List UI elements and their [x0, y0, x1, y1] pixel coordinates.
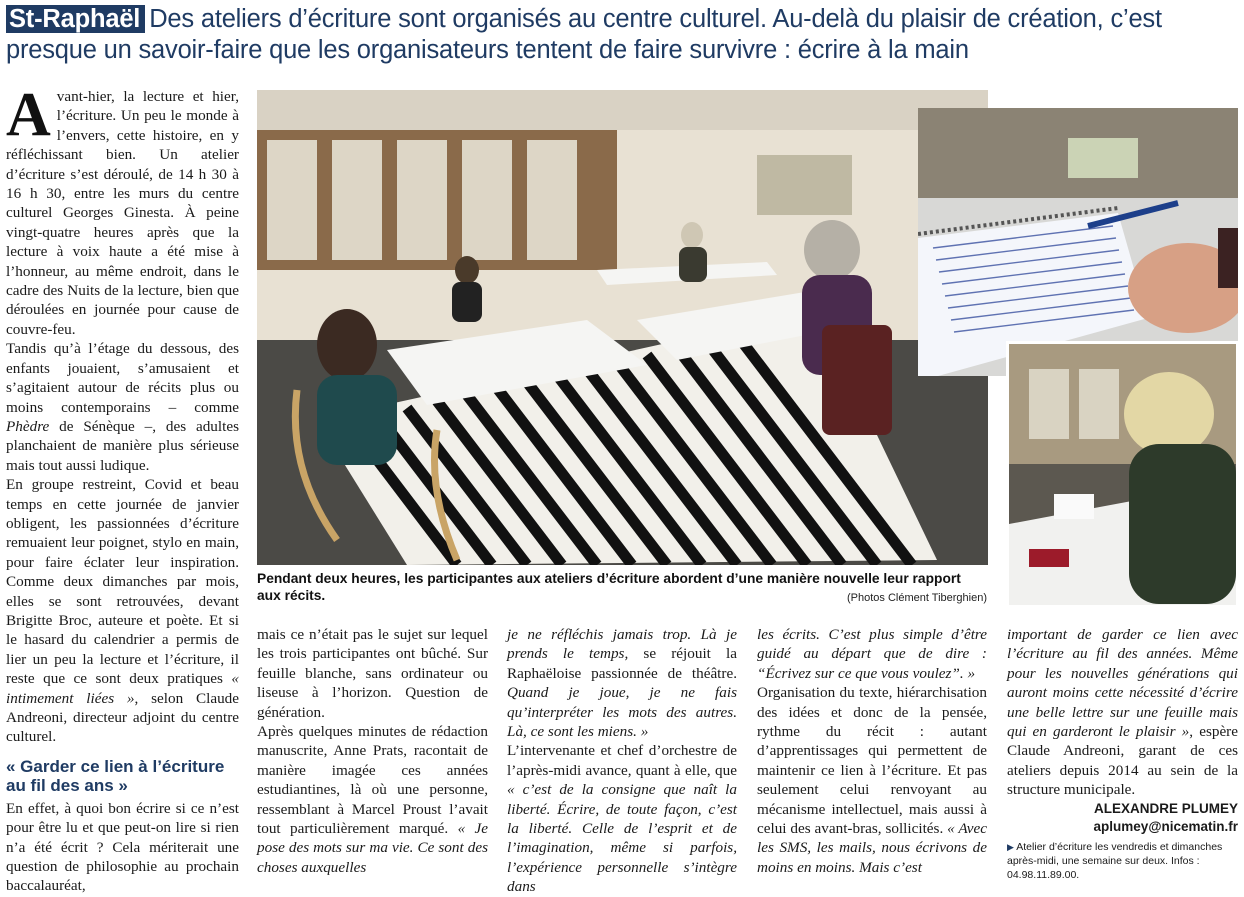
article-column-2 — [257, 625, 488, 877]
town-kicker: St-Raphaël — [6, 5, 145, 33]
headline-title: Des ateliers d’écriture sont organisés au centre culturel. Au-delà du plaisir de création, c’est presque un savoir-faire que les organisateurs tentent de faire survivre : écrire à la main — [6, 5, 1162, 64]
article-column-1 — [6, 81, 239, 896]
headline — [6, 4, 1240, 66]
workshop-room-photo — [257, 90, 988, 565]
paragraph: les écrits. C’est plus simple d’être guidé au départ que de dire : “Écrivez sur ce que vous voulez”. » — [757, 626, 987, 682]
article-column-3 — [507, 625, 737, 897]
paragraph: Tandis qu’à l’étage du dessous, des enfants jouaient, s’amusaient et s’agitaient autour de récits plus ou moins contemporains – comme Phèdre de Sénèque –, des adultes planchaient de manière plus sérieuse mais tout aussi ludique. — [6, 340, 239, 474]
article-column-4 — [757, 625, 987, 877]
paragraph: mais ce n’était pas le sujet sur lequel les trois participantes ont bûché. Sur feuille blanche, sans ordinateur ou liseuse à l’horizon. Question de génération. — [257, 626, 488, 721]
paragraph: En groupe restreint, Covid et beau temps en cette journée de janvier obligent, les passionnées d’écriture remuaient leur poignet, stylo en main, pour faire éclater leur inspiration. Comme deux dimanches par mois, elles se sont retrouvées, devant Brigitte Broc, auteure et poète. Et si le hasard du calendrier a permis de lier un peu la lecture et l’écriture, il reste que ce sont deux pratiques « intimement liées », selon Claude Andreoni, directeur adjoint du centre culturel. — [6, 476, 239, 746]
paragraph: important de garder ce lien avec l’écriture au fil des années. Même pour les nouvelles générations qui auront moins cette nécessité d’écrire une belle lettre sur une feuille mais qui en garderont le plaisir », espère Claude Andreoni, garant de ces ateliers depuis 2014 au sein de la structure municipale. — [1007, 626, 1238, 799]
paragraph: En effet, à quoi bon écrire si ce n’est pour être lu et que peut-on lire si rien n’a été écrit ? Cela mériterait une question de philosophie au prochain baccalauréat, — [6, 799, 239, 895]
subheading: « Garder ce lien à l’écriture au fil des ans » — [6, 756, 225, 795]
author-email[interactable]: aplumey@nicematin.fr — [1093, 818, 1238, 834]
practical-info: ▶ Atelier d’écriture les vendredis et dimanches après-midi, une semaine sur deux. Infos : 04.98.11.89.00. — [1007, 840, 1223, 881]
paragraph: L’intervenante et chef d’orchestre de l’après-midi avance, quant à elle, que « c’est de la consigne que naît la liberté. Écrire, de toute façon, c’est la liberté. Celle de l’esprit et de l’imagination, même si parfois, l’expérience personnelle s’intègre dans — [507, 742, 737, 896]
article-column-5 — [1007, 625, 1238, 882]
paragraph: Organisation du texte, hiérarchisation des idées et donc de la pensée, rythme du récit : autant d’apprentissages qui permettent de maintenir ce lien à l’écriture. Et pas seulement celui renvoyant au mécanisme intellectuel, mais aussi à celui des avant-bras, sollicités. « Avec les SMS, les mails, nous écrivons de moins en moins. Mais c’est — [757, 684, 987, 876]
paragraph: Après quelques minutes de rédaction manuscrite, Anne Prats, racontait de manière imagée ces années estudiantines, là où une personne, ressemblant à Marcel Proust l’avait tout particulièrement marqué. « Je pose des mots sur ma vie. Ce sont des choses auxquelles — [257, 723, 488, 876]
handwritten-notebook-photo — [918, 108, 1238, 376]
paragraph: je ne réfléchis jamais trop. Là je prends le temps, se réjouit la Raphaëloise passionnée de théâtre. Quand je joue, je ne fais qu’interpréter les mots des autres. Là, ce sont les miens. » — [507, 626, 737, 741]
writer-portrait-photo — [1006, 341, 1239, 608]
triangle-icon: ▶ — [1007, 841, 1014, 852]
lead-paragraph: Avant-hier, la lecture et hier, l’écriture. Un peu le monde à l’envers, cette histoire, en y réfléchissant bien. Un atelier d’écriture s’est déroulé, de 14 h 30 à 16 h 30, entre les murs du centre culturel Georges Ginesta. À peine vingt-quatre heures après que la lecture à voix haute a été mise à l’honneur, au même endroit, dans le cadre des Nuits de la lecture, bien que déroulées en journée pour cause de couvre-feu. — [6, 81, 239, 338]
photo-caption: Pendant deux heures, les participantes aux ateliers d’écriture abordent d’une manière nouvelle leur rapport aux récits. — [257, 571, 961, 603]
author-name: ALEXANDRE PLUMEY — [1093, 800, 1238, 816]
drop-cap: A — [6, 81, 51, 149]
photo-credit: (Photos Clément Tiberghien) — [846, 592, 987, 604]
